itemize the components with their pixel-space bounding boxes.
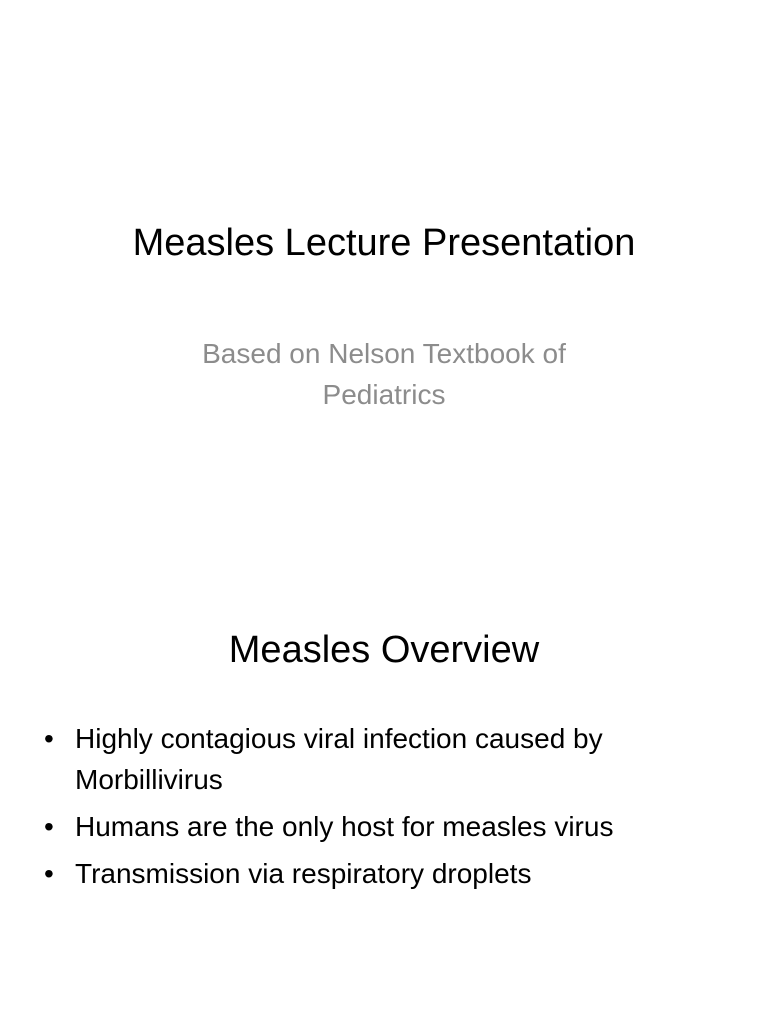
- bullet-text: Humans are the only host for measles virus: [75, 811, 614, 842]
- bullet-icon: •: [44, 811, 54, 842]
- bullet-item: [44, 806, 684, 847]
- bullet-text: Transmission via respiratory droplets: [75, 858, 532, 889]
- overview-slide: [0, 576, 768, 1024]
- bullet-icon: •: [44, 723, 54, 754]
- bullet-icon: •: [44, 858, 54, 889]
- presentation-title: Measles Lecture Presentation: [132, 222, 636, 264]
- bullet-item: [44, 853, 684, 894]
- slide-title: Measles Overview: [228, 629, 540, 671]
- bullet-list: [44, 718, 684, 900]
- bullet-item: [44, 718, 684, 800]
- bullet-text: Highly contagious viral infection caused by Morbillivirus: [75, 723, 603, 795]
- presentation-subtitle: Based on Nelson Textbook of Pediatrics: [202, 338, 566, 410]
